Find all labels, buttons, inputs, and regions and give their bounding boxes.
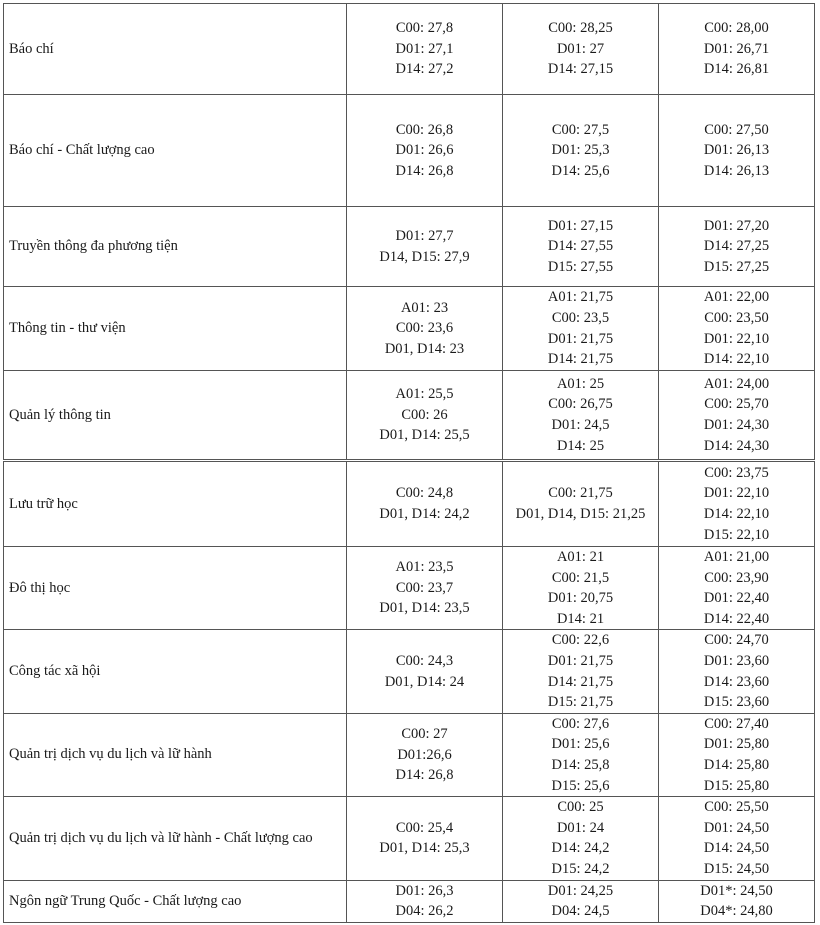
score-line: D01:26,6 [397,746,452,763]
score-line: D14: 23,60 [703,673,770,690]
score-cell [659,371,815,461]
score-line: D01: 20,75 [547,590,614,607]
score-line: A01: 21,00 [703,549,770,565]
table-row [4,287,815,371]
major-name: Truyền thông đa phương tiện [4,207,347,287]
score-line: D01: 27 [556,40,605,57]
score-cell [347,880,503,922]
score-line: D01: 26,13 [703,142,770,159]
table-row [4,371,815,461]
score-line: D01: 21,75 [547,330,614,347]
major-name: Quản trị dịch vụ du lịch và lữ hành [4,713,347,796]
score-line: D14: 26,13 [703,162,770,179]
score-cell [659,95,815,207]
score-cell [503,630,659,713]
score-line: D14: 24,30 [703,437,770,454]
table-row [4,207,815,287]
score-line: D01: 25,6 [551,736,610,753]
major-name: Ngôn ngữ Trung Quốc - Chất lượng cao [4,880,347,922]
table-row [4,95,815,207]
major-name: Thông tin - thư viện [4,287,347,371]
table-row [4,713,815,796]
score-cell [659,880,815,922]
score-line: D14: 25,8 [551,756,610,773]
score-line: D01: 25,80 [703,736,770,753]
score-line: C00: 24,3 [395,652,454,669]
score-line: D14: 22,40 [703,610,770,627]
score-line: D14: 24,2 [551,840,610,857]
score-line: D01: 24,50 [703,819,770,836]
score-line: C00: 27,40 [704,715,769,732]
score-line: C00: 26,75 [548,396,613,413]
score-cell [347,371,503,461]
score-line: D14: 27,25 [703,238,770,255]
score-line: D14: 24,50 [703,840,770,857]
major-name: Báo chí [4,4,347,95]
score-line: D14: 25,80 [703,756,770,773]
score-line: D01: 27,7 [395,227,454,244]
score-line: C00: 26,8 [395,121,454,138]
score-line: C00: 21,75 [548,485,613,502]
score-line: D01, D14: 25,5 [379,427,470,444]
score-line: C00: 27 [401,726,448,743]
score-line: D15: 23,60 [703,694,770,711]
score-cell [503,461,659,547]
score-cell [503,95,659,207]
score-line: D04: 26,2 [395,903,454,920]
score-line: A01: 21,75 [547,289,614,306]
score-cell [659,713,815,796]
table-row [4,797,815,880]
admission-score-table [3,3,815,923]
score-line: C00: 21,5 [551,569,610,586]
score-line: A01: 23,5 [395,559,454,576]
score-line: C00: 28,25 [548,20,613,37]
score-line: D15: 24,2 [551,860,610,877]
score-line: D01: 23,60 [703,652,770,669]
score-cell [347,713,503,796]
score-line: D14, D15: 27,9 [379,248,470,265]
score-line: D14: 21,75 [547,673,614,690]
score-line: A01: 23 [400,299,449,316]
score-line: D01: 24,5 [551,417,610,433]
score-line: D01, D14: 23,5 [379,600,470,617]
score-line: D14: 21 [556,610,605,627]
score-line: D01, D14: 23 [384,340,465,357]
score-line: D04*: 24,80 [700,903,773,920]
score-cell [659,797,815,880]
score-cell [659,461,815,547]
score-cell [347,4,503,95]
score-line: C00: 28,00 [704,20,769,37]
score-line: C00: 25,50 [704,799,769,816]
major-name: Đô thị học [4,547,347,630]
score-line: D14: 27,55 [547,238,614,255]
score-line: D01*: 24,50 [700,882,773,899]
score-cell [347,547,503,630]
score-line: D01: 24,30 [703,417,770,433]
table-row [4,880,815,922]
score-line: D01: 25,3 [551,142,610,159]
score-line: D14: 22,10 [703,506,770,522]
score-cell [347,461,503,547]
score-line: D15: 25,6 [551,777,610,794]
score-line: D01, D14: 25,3 [379,840,470,857]
score-line: D01, D14, D15: 21,25 [515,506,646,522]
score-line: C00: 24,8 [395,485,454,502]
score-line: D01: 22,40 [703,590,770,607]
score-cell [659,547,815,630]
score-line: C00: 23,5 [551,309,610,326]
score-line: D15: 27,55 [547,258,614,275]
major-name: Báo chí - Chất lượng cao [4,95,347,207]
score-cell [659,207,815,287]
score-cell [503,287,659,371]
score-line: C00: 24,70 [704,632,769,649]
score-line: C00: 27,6 [551,715,610,732]
score-line: D15: 21,75 [547,694,614,711]
score-cell [347,797,503,880]
score-line: D15: 25,80 [703,777,770,794]
score-line: D14: 25,6 [551,162,610,179]
score-line: D14: 26,81 [703,61,770,78]
score-line: D01: 21,75 [547,652,614,669]
score-cell [347,207,503,287]
score-line: D15: 22,10 [703,526,770,543]
score-line: D14: 22,10 [703,351,770,368]
score-line: D01: 24 [556,819,605,836]
score-line: C00: 27,5 [551,121,610,138]
table-row [4,4,815,95]
score-cell [347,630,503,713]
score-line: A01: 22,00 [703,289,770,306]
score-line: A01: 25 [556,375,605,392]
score-cell [659,4,815,95]
score-line: D01, D14: 24 [384,673,465,690]
score-line: D01: 27,20 [703,217,770,234]
score-line: D14: 25 [556,437,605,454]
score-line: A01: 24,00 [703,375,770,392]
score-line: D14: 27,2 [395,61,454,78]
score-cell [503,371,659,461]
score-line: D01: 22,10 [703,485,770,502]
score-line: C00: 25,4 [395,819,454,836]
score-line: C00: 23,50 [704,309,769,326]
score-cell [503,713,659,796]
score-line: D01: 26,71 [703,40,770,57]
score-line: D01: 26,6 [395,142,454,159]
score-cell [503,880,659,922]
table-row [4,461,815,547]
score-line: D15: 27,25 [703,258,770,275]
score-cell [659,630,815,713]
score-line: D01, D14: 24,2 [379,506,470,522]
score-line: C00: 23,75 [704,464,769,481]
major-name: Quản lý thông tin [4,371,347,461]
score-line: D14: 26,8 [395,162,454,179]
score-line: C00: 25,70 [704,396,769,413]
score-line: C00: 26 [401,406,448,423]
score-cell [347,287,503,371]
score-cell [503,547,659,630]
score-cell [503,797,659,880]
score-line: D04: 24,5 [551,903,610,920]
score-line: C00: 27,50 [704,121,769,138]
score-line: C00: 27,8 [395,20,454,37]
score-cell [659,287,815,371]
score-line: D01: 26,3 [395,882,454,899]
score-line: C00: 23,7 [395,579,454,596]
score-cell [503,4,659,95]
score-line: D14: 21,75 [547,351,614,368]
score-line: D01: 22,10 [703,330,770,347]
score-line: D01: 27,1 [395,40,454,57]
score-line: D15: 24,50 [703,860,770,877]
score-line: D14: 27,15 [547,61,614,78]
score-line: C00: 22,6 [551,632,610,649]
score-cell [347,95,503,207]
table-row [4,547,815,630]
score-cell [503,207,659,287]
score-line: C00: 23,90 [704,569,769,586]
score-line: A01: 21 [556,549,605,565]
score-line: A01: 25,5 [395,386,454,403]
table-row [4,630,815,713]
major-name: Công tác xã hội [4,630,347,713]
score-line: C00: 23,6 [395,320,454,337]
score-line: D01: 27,15 [547,217,614,234]
major-name: Quản trị dịch vụ du lịch và lữ hành - Chất lượng cao [4,797,347,880]
score-line: D14: 26,8 [395,767,454,784]
score-line: C00: 25 [557,799,604,816]
major-name: Lưu trữ học [4,461,347,547]
score-line: D01: 24,25 [547,882,614,899]
